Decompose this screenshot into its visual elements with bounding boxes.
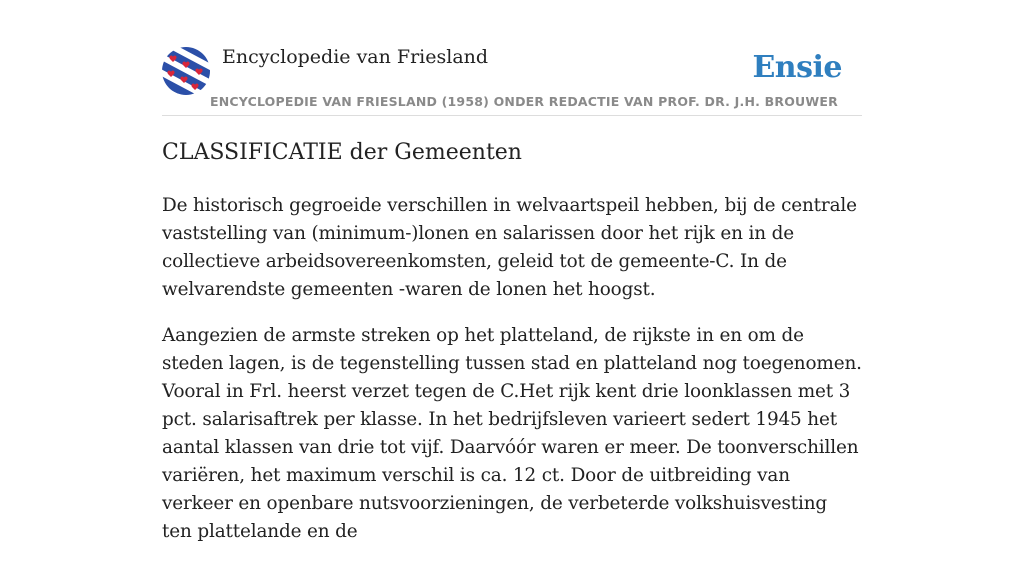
- encyclopedia-subtitle: ENCYCLOPEDIE VAN FRIESLAND (1958) ONDER REDACTIE VAN PROF. DR. J.H. BROUWER: [210, 94, 838, 109]
- header-divider: [162, 115, 862, 116]
- article-body: [162, 192, 862, 564]
- article-paragraph: Aangezien de armste streken op het platteland, de rijkste in en om de steden lagen, is de tegenstelling tussen stad en platteland nog toegenomen. Vooral in Frl. heerst verzet tegen de C.Het rijk kent drie loonklassen met 3 pct. salarisaftrek per klasse. In het bedrijfsleven varieert sedert 1945 het aantal klassen van drie tot vijf. Daarvóór waren er meer. De toonverschillen variëren, het maximum verschil is ca. 12 ct. Door de uitbreiding van verkeer en openbare nutsvoorzieningen, de verbeterde volkshuisvesting ten plattelande en de: [162, 325, 862, 542]
- brand-logo-link[interactable]: Ensie: [752, 50, 842, 85]
- article-paragraph: De historisch gegroeide verschillen in welvaartspeil hebben, bij de centrale vaststelling van (minimum-)lonen en salarissen door het rijk en in de collectieve arbeidsovereenkomsten, geleid tot de gemeente-C. In de welvarendste gemeenten -waren de lonen het hoogst.: [162, 195, 857, 300]
- frisian-flag-icon[interactable]: [162, 47, 210, 95]
- site-title-link[interactable]: Encyclopedie van Friesland: [222, 46, 489, 68]
- article-title: CLASSIFICATIE der Gemeenten: [162, 140, 522, 165]
- page: [162, 0, 862, 542]
